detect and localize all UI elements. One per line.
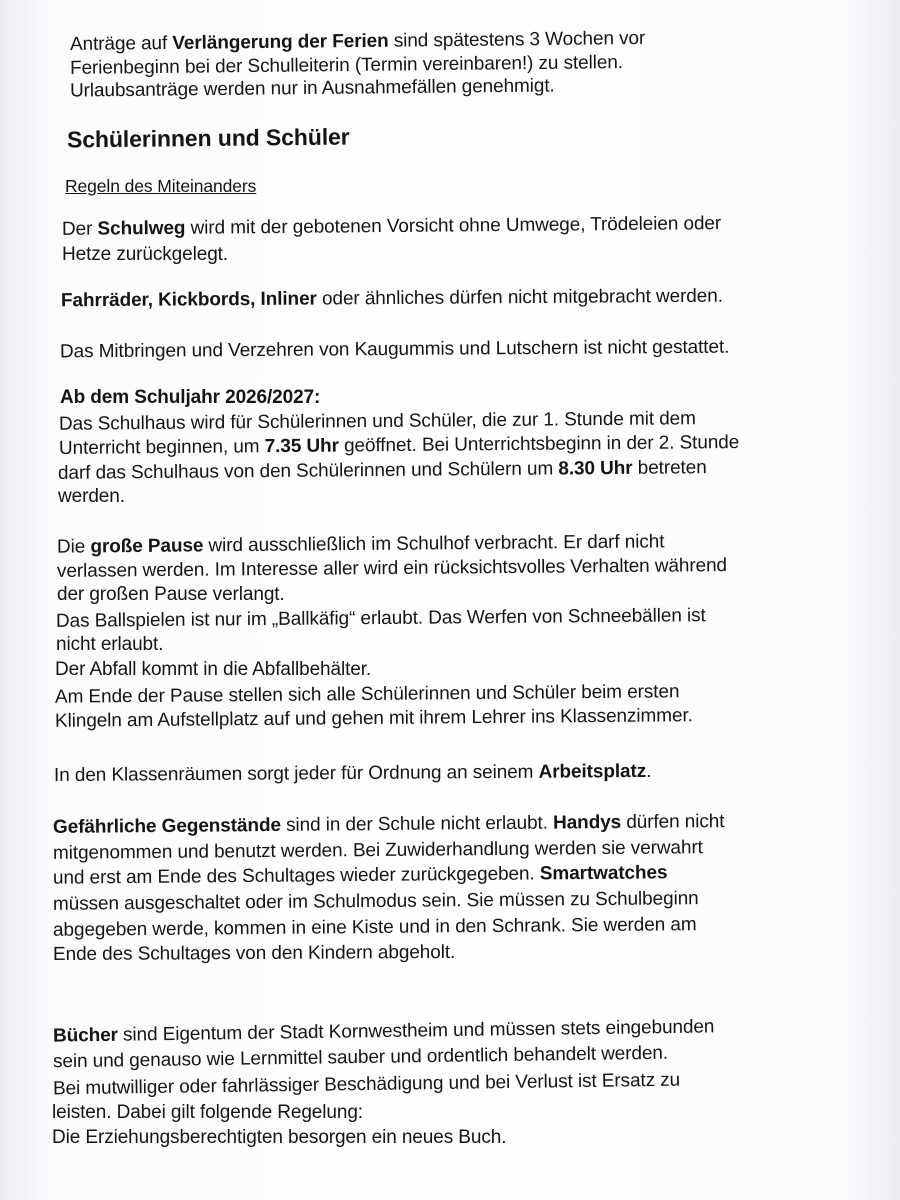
gegenstaende-line-2: mitgenommen und benutzt werden. Bei Zuwiderhandlung werden sie verwahrt (52, 837, 703, 864)
intro-line-2: Ferienbeginn bei der Schulleiterin (Termin vereinbaren!) zu stellen. (69, 52, 624, 79)
pause-line-3: der großen Pause verlangt. (57, 584, 285, 605)
text: Anträge auf (69, 32, 173, 56)
text: . (646, 760, 652, 782)
pause-line-4: Das Ballspielen ist nur im „Ballkäfig“ erlaubt. Das Werfen von Schneebällen ist (55, 605, 706, 632)
text: wird ausschließlich im Schulhof verbracht. Er darf nicht (203, 531, 665, 557)
fahrraeder-line (61, 285, 723, 314)
gegenstaende-line-4: müssen ausgeschaltet oder im Schulmodus sein. Sie müssen zu Schulbeginn (52, 888, 699, 915)
text: betreten (632, 457, 707, 479)
subsection-title: Regeln des Miteinanders (65, 176, 257, 196)
schulweg-line-1 (62, 212, 721, 242)
bold-text: 8.30 Uhr (558, 457, 633, 480)
gegenstaende-line-5: abgegeben werde, kommen in eine Kiste und in den Schrank. Sie werden am (52, 914, 697, 941)
buecher-line-4: leisten. Dabei gilt folgende Regelung: (52, 1102, 363, 1123)
text: darf das Schulhaus von den Schülerinnen und Schülern um (57, 458, 559, 484)
bold-text: Ab dem Schuljahr 2026/2027: (60, 387, 321, 408)
buecher-line-5: Die Erziehungsberechtigten besorgen ein neues Buch. (52, 1127, 507, 1148)
gegenstaende-line-3 (53, 861, 668, 890)
bold-text: Verlängerung der Ferien (172, 30, 389, 54)
schuljahr-heading (60, 386, 320, 410)
gegenstaende-line-1 (53, 810, 725, 840)
schuljahr-line-3 (58, 456, 707, 486)
text: In den Klassenräumen sorgt jeder für Ordnung an seinem (53, 761, 539, 787)
text: Die (56, 536, 91, 558)
bold-text: Gefährliche Gegenstände (52, 814, 281, 838)
text: sind Eigentum der Stadt Kornwestheim und müssen stets eingebunden (117, 1016, 715, 1046)
bold-text: Schulweg (97, 217, 186, 240)
pause-line-8: Klingeln am Aufstellplatz auf und gehen mit ihrem Lehrer ins Klassenzimmer. (54, 705, 693, 732)
pause-line-6: Der Abfall kommt in die Abfallbehälter. (55, 659, 372, 680)
buecher-line-3: Bei mutwilliger oder fahrlässiger Beschädigung und bei Verlust ist Ersatz zu (52, 1069, 681, 1100)
schulweg-line-2: Hetze zurückgelegt. (62, 244, 229, 265)
text: oder ähnliches dürfen nicht mitgebracht werden. (316, 285, 723, 310)
bold-text: Arbeitsplatz (538, 760, 647, 783)
text: Unterricht beginnen, um (58, 436, 265, 459)
kaugummi-line: Das Mitbringen und Verzehren von Kaugummis und Lutschern ist nicht gestattet. (59, 336, 730, 363)
text: sind spätestens 3 Wochen vor (388, 27, 646, 52)
text: wird mit der gebotenen Vorsicht ohne Umwege, Trödeleien oder (185, 213, 722, 239)
text: Der (61, 218, 98, 240)
text: sind in der Schule nicht erlaubt. (280, 812, 554, 836)
text: geöffnet. Bei Unterrichtsbeginn in der 2. Stunde (338, 432, 740, 457)
schuljahr-line-1: Das Schulhaus wird für Schülerinnen und Schüler, die zur 1. Stunde mit dem (58, 408, 696, 435)
bold-text: Smartwatches (539, 862, 668, 885)
arbeitsplatz-line (54, 760, 651, 788)
text: und erst am Ende des Schultages wieder zurückgegeben. (52, 863, 540, 889)
buecher-line-2: sein und genauso wie Lernmittel sauber und ordentlich behandelt werden. (52, 1042, 669, 1073)
bold-text: 7.35 Uhr (264, 435, 339, 458)
gegenstaende-line-6: Ende des Schultages von den Kindern abgeholt. (52, 941, 456, 966)
bold-text: Fahrräder, Kickbords, Inliner (60, 288, 317, 312)
pause-line-2: verlassen werden. Im Interesse aller wird ein rücksichtsvolles Verhalten während (56, 555, 728, 582)
bold-text: Handys (552, 811, 622, 834)
bold-text: Bücher (52, 1024, 119, 1047)
pause-line-7: Am Ende der Pause stellen sich alle Schülerinnen und Schüler beim ersten (54, 681, 680, 708)
text: dürfen nicht (621, 811, 725, 833)
bold-text: große Pause (90, 535, 204, 558)
intro-line-3: Urlaubsanträge werden nur in Ausnahmefällen genehmigt. (69, 75, 555, 102)
pause-line-5: nicht erlaubt. (56, 634, 164, 655)
schuljahr-line-4: werden. (58, 486, 125, 507)
section-title: Schülerinnen und Schüler (66, 123, 350, 153)
